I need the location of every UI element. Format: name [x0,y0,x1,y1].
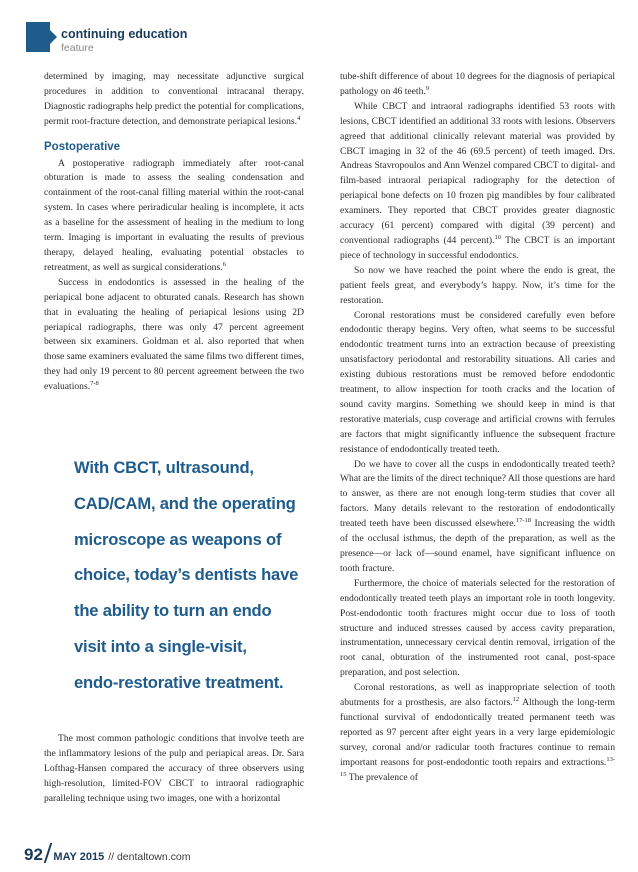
section-marker-icon [26,22,50,52]
site-link[interactable]: // dentaltown.com [108,851,191,863]
page-footer [24,840,190,866]
paragraph: Coronal restorations must be considered carefully even before endodontic therapy begins. Very often, what seems to be successful endodontic treatment turns into an extraction because of preexisting unsatisfactory periodontal and restorability situations. All caries and existing dubious restorations must be removed before endodontic treatment, to allow inspection for tooth cracks and the location of sound cavity margins. Something we should keep in mind is that restorative materials, cusp coverage and artificial crowns with ferrules are factors that might significantly influence the subsequent fracture resistance of endodontically treated teeth. [340,309,615,455]
reference: 12 [512,695,520,703]
left-column-bottom [44,732,304,807]
pull-quote-line: endo-restorative treatment. [74,672,284,692]
section-heading: Postoperative [44,140,121,153]
reference: 6 [222,260,226,268]
reference: 4 [297,114,301,122]
pull-quote-line: visit into a single-visit, [74,636,247,656]
issue-date: MAY 2015 [53,851,105,863]
header-titles [61,22,187,53]
section-subtitle: feature [61,41,94,54]
paragraph: The most common pathologic conditions that involve teeth are the inflammatory lesions of the pulp and periapical areas. Dr. Sara Lofthag-Hansen compared the accuracy of three observers using high-resolution, limited-FOV CBCT to intraoral radiographic paralleling technique using two images, one with a horizontal [44,733,304,804]
left-column [44,70,304,395]
paragraph: So now we have reached the point where the endo is great, the patient feels great, and everybody’s happy. Now, it’s time for the restoration. [340,264,615,306]
paragraph: Coronal restorations, as well as inappropriate selection of tooth abutments for a prosthesis, are also factors.$^{12}$ Although the long-term functional survival of endodontically treated permanent teeth was reported as 97 percent after eight years in a very large epidemiologic survey, coronal and/or radicular tooth fractures continue to remain important reasons for post-endodontic tooth repairs and extractions.$^{13-15}$ The prevalence of [340,682,615,783]
paragraph: tube-shift difference of about 10 degrees for the diagnosis of periapical pathology on 46 teeth.$^9$ [340,71,615,97]
paragraph: determined by imaging, may necessitate adjunctive surgical procedures in addition to conventional intracanal therapy. Diagnostic radiographs help predict the potential for complications, permit root-fracture detection, and demonstrate periapical lesions.$^4$ [44,71,304,127]
paragraph: A postoperative radiograph immediately after root-canal obturation is made to assess the sealing condensation and containment of the root-canal filling material within the root-canal system. In cases where periradicular healing is incomplete, it acts as a baseline for the assessment of healing in the medium to long term. Imaging is important in evaluating the results of previous therapy, delayed healing, evaluating potential obstacles to retreatment, as well as surgical considerations.$^6$ [44,157,304,273]
reference: 17-18 [515,517,532,524]
pull-quote-line: microscope as weapons of [74,529,282,549]
pull-quote-line: With CBCT, ultrasound, [74,458,254,477]
section-title: continuing education [61,27,188,41]
reference: 9 [425,84,430,92]
page-number: 92 [24,845,43,864]
paragraph: While CBCT and intraoral radiographs identified 53 roots with lesions, CBCT identified an additional 33 roots with lesions. Observers agreed that additional clinically relevant material was provided by CBCT imaging in 32 of the 46 (69.5 percent) of teeth imaged. Drs. Andreas Stavropoulos and Ann Wenzel compared CBCT to digital- and film-based intraoral periapical radiography for the detection of periapical bone defects on 10 frozen pig mandibles by four calibrated examiners. They reported that CBCT provides greater diagnostic accuracy (61 percent) compared with digital (39 percent) and conventional radiographs (44 percent).$^{10}$ The CBCT is an important piece of technology in successful endodontics. [340,100,615,261]
pull-quote [74,450,314,701]
reference: 7-8 [90,379,99,387]
reference: 10 [494,233,501,241]
paragraph: Furthermore, the choice of materials selected for the restoration of endodontically treated teeth plays an important role in tooth longevity. Post-endodontic tooth fractures might occur due to loss of tooth structure and induced stresses caused by access cavity preparation, instrumentation, unnecessary cervical dentin removal, irrigation of the root canal, obturation of the instrumented root canal, post-space preparation, and post selection. [340,577,615,679]
paragraph: Success in endodontics is assessed in the healing of the periapical bone adjacent to obturated canals. Research has shown that in evaluating the healing of periapical lesions using 2D periapical radiographs, there was only 47 percent agreement between six examiners. Goldman et al. also reported that when those same examiners evaluated the same films two different times, they had only 19 percent to 80 percent agreement between the two evaluations.$^{7-8}$ [44,276,304,393]
right-column [340,70,615,786]
pull-quote-line: CAD/CAM, and the operating [74,493,296,513]
reference: 13-15 [340,755,615,778]
pull-quote-line: choice, today’s dentists have [74,565,299,585]
paragraph: Do we have to cover all the cusps in endodontically treated teeth? What are the limits of the direct technique? All those questions are hard to answer, as there are not enough long-term studies that cover all factors. Many details relevant to the restoration of endodontically treated teeth have been discussed elsewhere.$^{17-18}$ Increasing the width of the occlusal isthmus, the depth of the preparation, as well as the presence—or lack of—sound enamel, have significant influence on tooth fracture. [340,458,615,574]
pull-quote-line: the ability to turn an endo [74,601,272,621]
slash-divider [44,843,52,863]
section-header [26,22,187,56]
